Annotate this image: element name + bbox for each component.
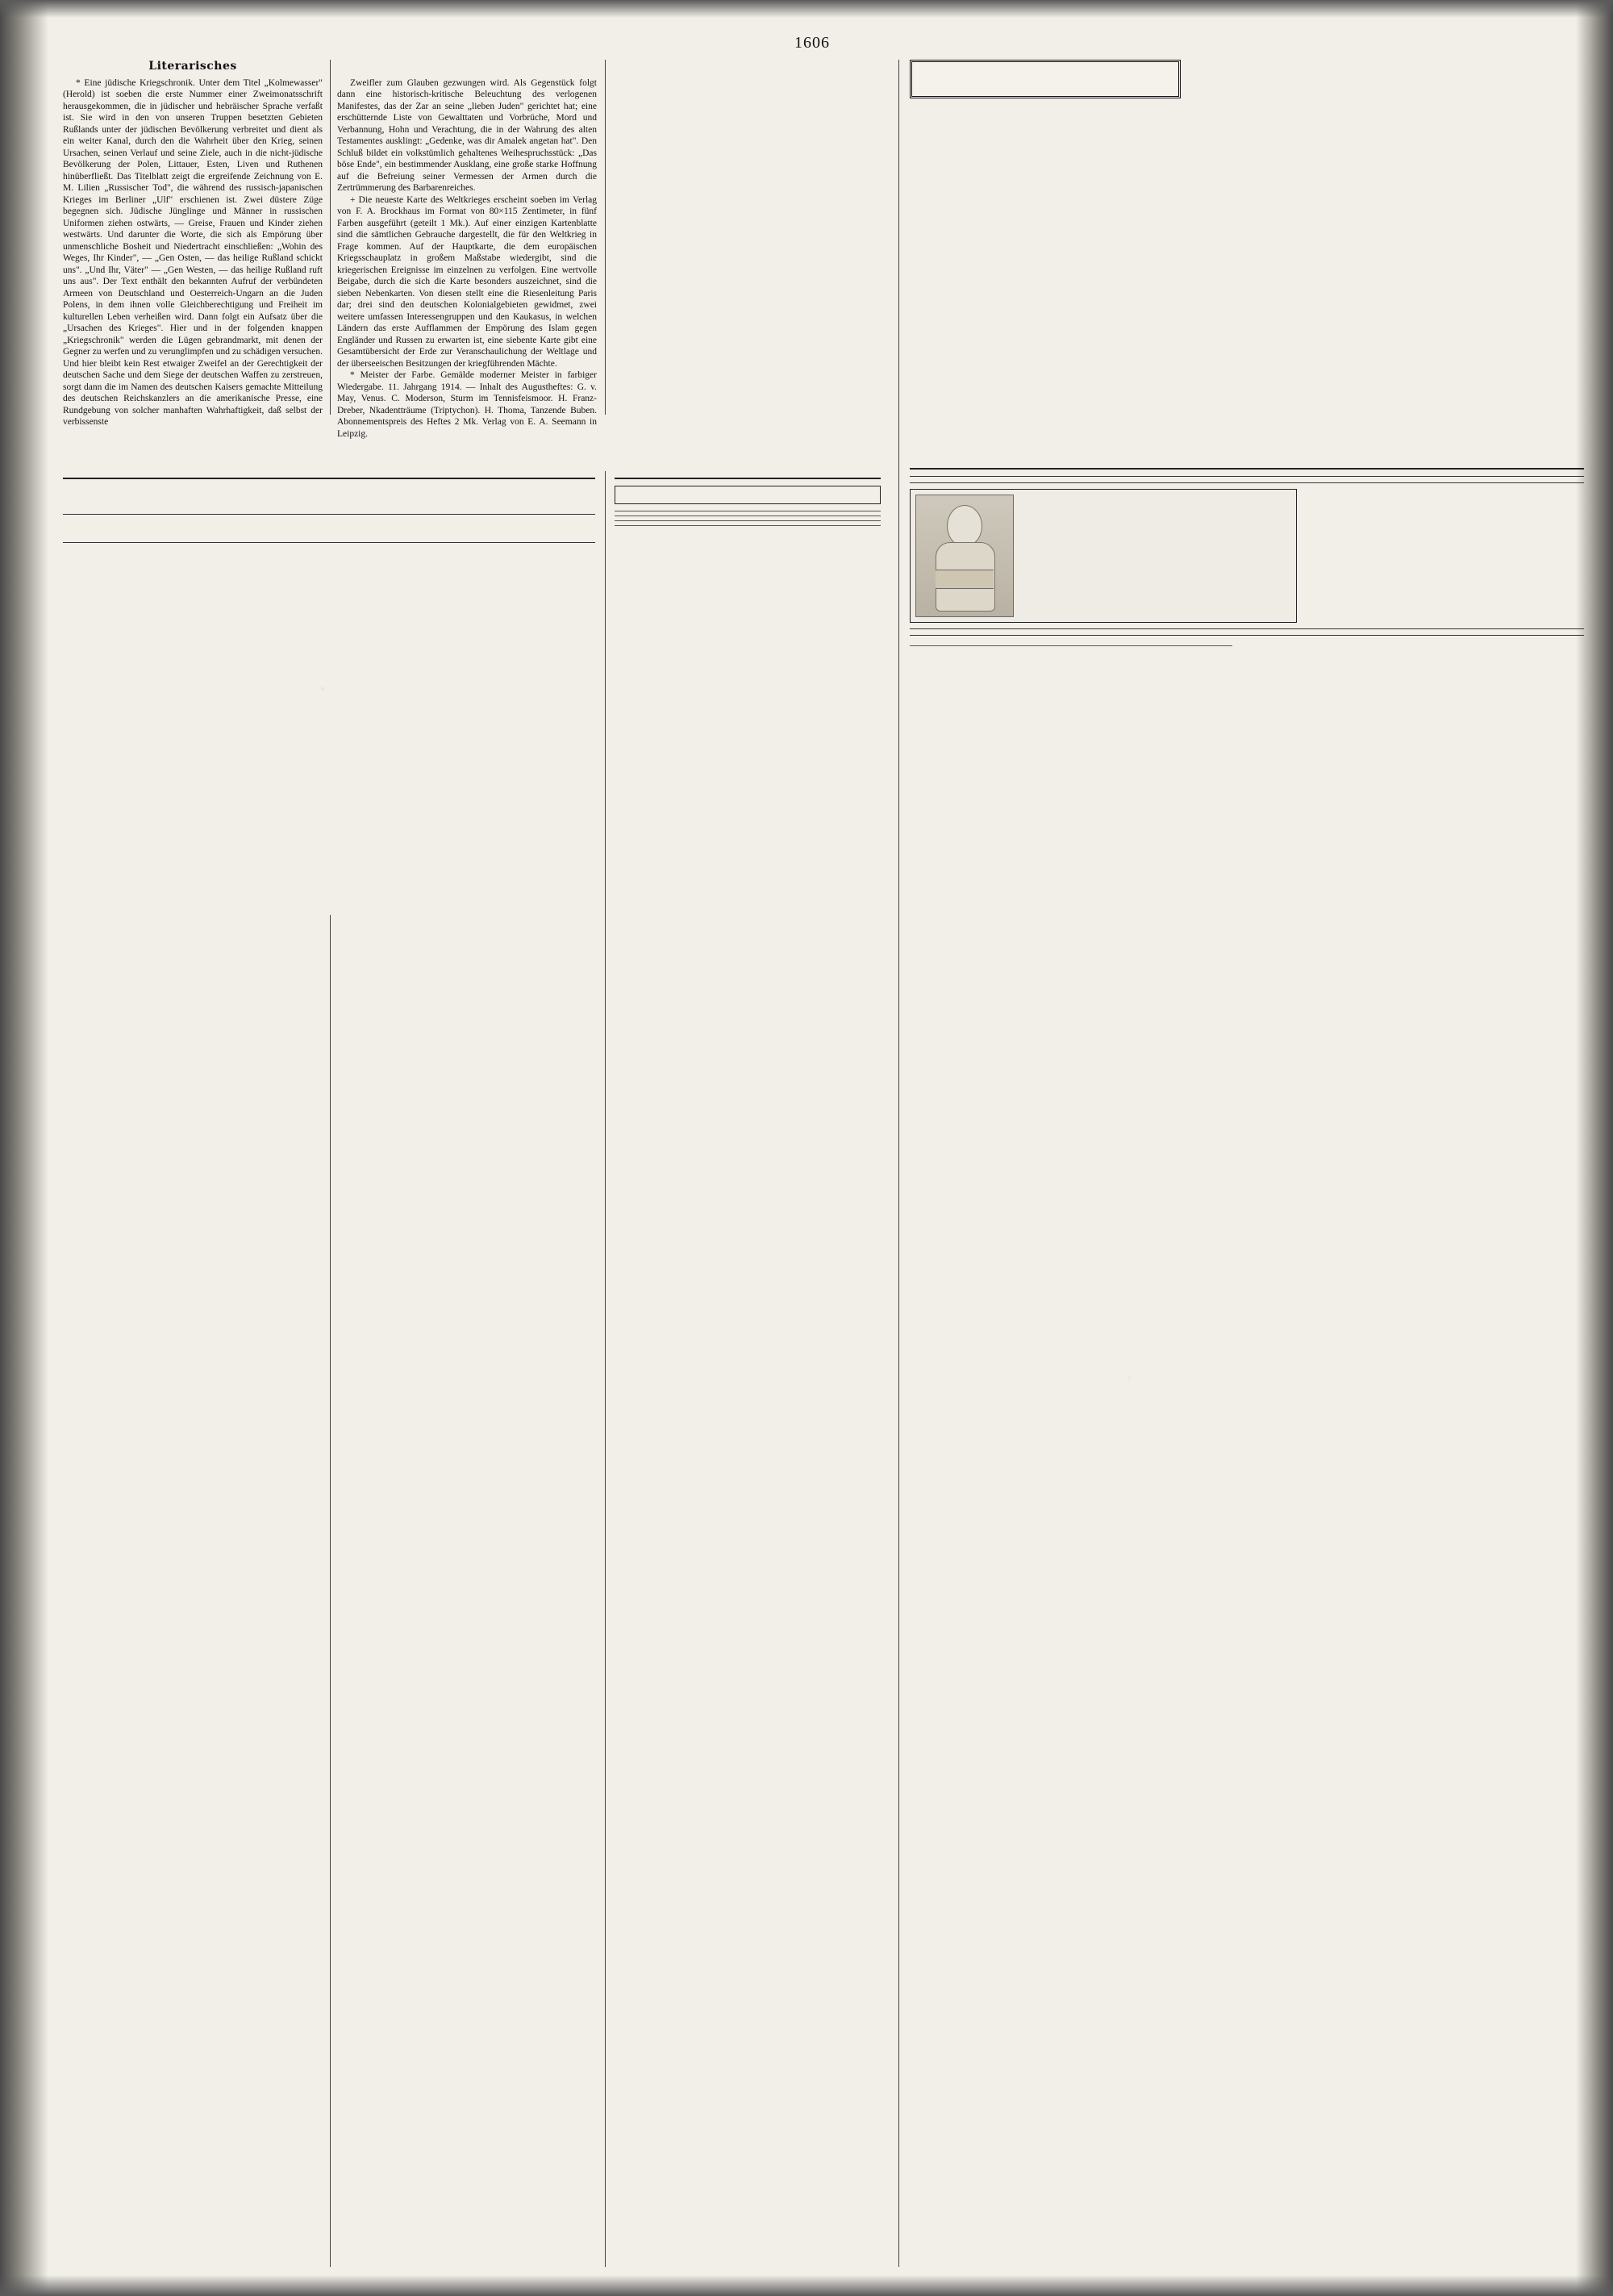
- column-grid: [63, 60, 1565, 2275]
- page-number: 1606: [794, 34, 830, 52]
- ad-institut-boltz: [615, 486, 881, 504]
- column-2: [337, 60, 597, 440]
- scan-edge-right: [1576, 0, 1613, 2296]
- bank-note-line: [63, 489, 595, 503]
- block-bank-messel: [63, 471, 595, 551]
- scan-edge-left: [0, 0, 48, 2296]
- messel-redeem: [63, 520, 595, 534]
- obituary-notice: [910, 60, 1181, 98]
- block-middle-ads: [615, 471, 881, 530]
- page-sheet: [48, 18, 1576, 2275]
- article-continuation-1: Zweifler zum Glauben gezwungen wird. Als Gegenstück folgt dann eine historisch-kritische Beleuchtung des verlogenen Manifestes, das der Zar an seine „lieben Juden" gerichtet hat; eine erschütternde Liste von Gewalttaten und Vorbrüche, Mord und Verbannung, Hohn und Verachtung, die in der Wahrung des alten Testamentes ausklingt: „Gedenke, was dir Amalek angetan hat". Den Schluß bildet ein volkstümlich gehaltenes Weihespruchsstück: „Das böse Ende", ein bestimmender Ausklang, eine große starke Hoffnung auf die Befreiung seiner Vermessen der Armen durch die Zertrümmerung des Barbarenreiches.: [337, 78, 597, 194]
- column-obituary: [910, 60, 1181, 98]
- emylis-illustration: [915, 495, 1014, 617]
- block-right-ads: [910, 461, 1584, 650]
- column-1: [63, 60, 323, 428]
- column-rule-4: [898, 60, 899, 2267]
- column-rule-1: [330, 60, 331, 415]
- article-map-notice: + Die neueste Karte des Weltkrieges erscheint soeben im Verlag von F. A. Brockhaus im Format von 80×115 Zentimeter, in fünf Farben ausgeführt (geteilt 1 Mk.). Auf einer einzigen Kartenblatte sind die sämtlichen Gebrauche dargestellt, die für den Weltkrieg in Frage kommen. Auf der Hauptkarte, die dem europäischen Kriegsschauplatz in großem Maßstabe wiedergibt, sind die kriegerischen Ereignisse im einzelnen zu verfolgen. Eine wertvolle Beigabe, durch die sich die Karte besonders auszeichnet, sind die sieben Nebenkarten. Von diesen stellt eine die Riesenleitung Paris dar; drei sind den deutschen Kolonialgebieten gewidmet, zwei weitere umfassen Interessengruppen und den Kaukasus, in welchen Ländern das erste Aufflammen der Empörung des Islam gegen Engländer und Russen zu erwarten ist, eine siebente Karte gibt eine Gesamtübersicht der Erde zur Veranschaulichung der Weltlage und der überseeischen Besitzungen der kriegführenden Mächte.: [337, 194, 597, 369]
- section-heading-literarisches: Literarisches: [148, 60, 237, 73]
- ad-emylis: [910, 489, 1297, 623]
- scan-edge-top: [0, 0, 1613, 18]
- article-literarisches-text: * Eine jüdische Kriegschronik. Unter dem Titel „Kolmewasser" (Herold) ist soeben die erste Nummer einer Zweimonatsschrift herausgekommen, die in jüdischer und hebräischer Sprache verfaßt ist. Sie wird in den von unseren Truppen besetzten Gebieten Rußlands unter der jüdischen Bevölkerung verbreitet und dient als ein weiter Kanal, durch den die Wahrheit über den Krieg, seinen Ursachen, seinen Verlauf und seine Ziele, auch in die nicht-jüdische Bevölkerung der Polen, Littauer, Esten, Liven und Ruthenen hinüberfließt. Das Titelblatt zeigt die ergreifende Zeichnung von E. M. Lilien „Russischer Tod", die während des russisch-japanischen Krieges im Berliner „Ulf" erschienen ist. Zwei düstere Züge begegnen sich. Jüdische Jünglinge und Männer in russischen Uniformen ziehen ostwärts, — Greise, Frauen und Kinder ziehen westwärts. Und darunter die Worte, die sich als Empörung über unmenschliche Bosheit und Niedertracht einschließen: „Wohin des Weges, Ihr Kinder", — „Gen Osten, — das heilige Rußland schickt uns". „Und Ihr, Väter" — „Gen Westen, — das heilige Rußland ruft uns aus". Der Text enthält den bekannten Aufruf der verbündeten Armeen von Deutschland und Oesterreich-Ungarn an die Juden Polens, in dem ihnen volle Gleichberechtigung und Freiheit im kulturellen Leben verheißen wird. Dann folgt ein Aufsatz über die „Ursachen des Krieges". Hier und in der folgenden knappen „Kriegschronik" werden die Lügen gebrandmarkt, mit denen der Gegner zu werfen und zu verunglimpfen und zu schädigen versuchen. Und hier bleibt kein Rest etwaiger Zweifel an der Gerechtigkeit der deutschen Sache und dem Siege der deutschen Waffen zu zerstreuen, sorgt dann die im Namen des deutschen Kaisers gemachte Mitteilung des deutschen Reichskanzlers an die amerikanische Presse, eine Rundgebung von solcher manhaften Wahrhaftigkeit, daß selbst der verbissenste: [63, 78, 323, 428]
- scan-edge-bottom: [0, 2275, 1613, 2296]
- column-rule-5: [330, 915, 331, 2267]
- article-meister-der-farbe: * Meister der Farbe. Gemälde moderner Meister in farbiger Wiedergabe. 11. Jahrgang 1914. — Inhalt des Augustheftes: G. v. May, Venus. C. Moderson, Sturm im Tennisfeismoor. H. Franz-Dreber, Nkadentträume (Triptychon). H. Thoma, Tanzende Buben. Abonnementspreis des Heftes 2 Mk. Verlag von E. A. Seemann in Leipzig.: [337, 370, 597, 439]
- column-rule-2: [605, 60, 606, 415]
- column-rule-3: [605, 471, 606, 2267]
